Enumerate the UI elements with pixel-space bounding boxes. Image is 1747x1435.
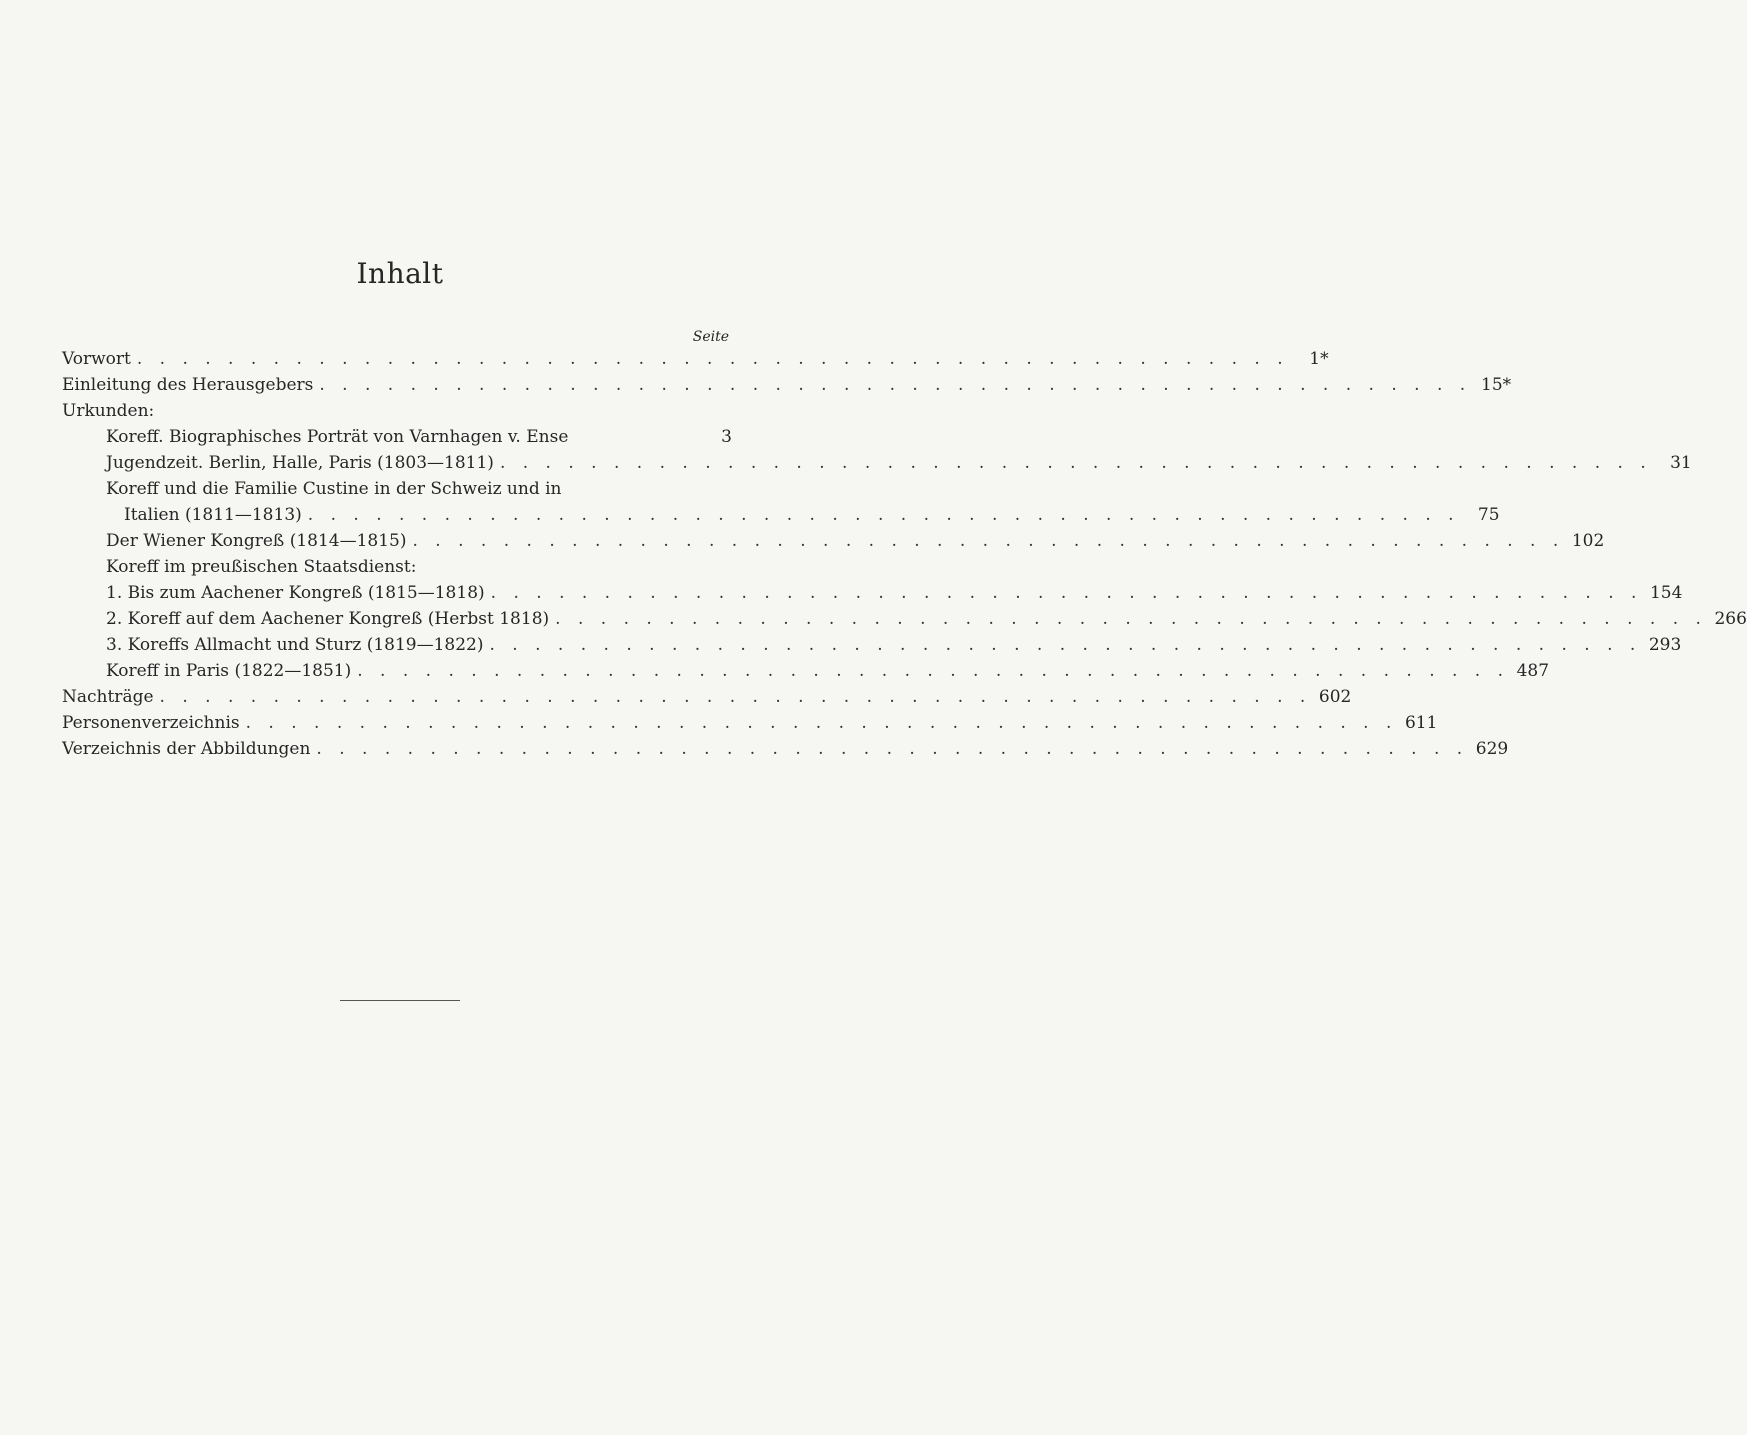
toc-entry-page: 293	[1648, 635, 1682, 655]
toc-entry-label: Vorwort	[62, 349, 131, 369]
toc-entry[interactable]	[62, 528, 1605, 554]
dot-leader: . . . . . . . . . . . . . . . . . . . . . . . . . . . . . . . . . . . . . . . . . . . . . . . . . . .	[412, 531, 1565, 551]
dot-leader: . . . . . . . . . . . . . . . . . . . . . . . . . . . . . . . . . . . . . . . . . . . . . . . . . . .	[316, 739, 1469, 759]
dot-leader: . . . . . . . . . . . . . . . . . . . . . . . . . . . . . . . . . . . . . . . . . . . . . . . . . . .	[489, 635, 1642, 655]
toc-entry[interactable]	[62, 346, 1329, 372]
toc-entry-page: 602	[1318, 687, 1352, 707]
toc-entry-label: Koreff und die Familie Custine in der Schweiz und in	[106, 479, 562, 499]
toc-entry-page: 629	[1475, 739, 1509, 759]
dot-leader: . . . . . . . . . . . . . . . . . . . . . . . . . . . . . . . . . . . . . . . . . . . . . . . . . . .	[555, 609, 1707, 629]
toc-entry-page: 154	[1649, 583, 1683, 603]
toc-entry[interactable]	[62, 424, 732, 450]
dot-leader: . . . . . . . . . . . . . . . . . . . . . . . . . . . . . . . . . . . . . . . . . . . . . . . . . . .	[307, 505, 1460, 525]
toc-entry-continuation[interactable]	[62, 502, 1500, 528]
toc-entry-label: Koreff in Paris (1822—1851)	[106, 661, 352, 681]
toc-entry[interactable]	[62, 580, 1683, 606]
toc-entry[interactable]	[62, 710, 1438, 736]
toc-entry-label: 2. Koreff auf dem Aachener Kongreß (Herbst 1818)	[106, 609, 550, 629]
toc-entry-label: Koreff im preußischen Staatsdienst:	[106, 557, 417, 577]
toc-entry[interactable]	[62, 736, 1509, 762]
toc-entry-label: Jugendzeit. Berlin, Halle, Paris (1803—1811)	[106, 453, 494, 473]
toc-entry[interactable]	[62, 450, 1692, 476]
toc-entry[interactable]	[62, 476, 732, 502]
table-of-contents	[62, 346, 1747, 762]
toc-entry[interactable]	[62, 606, 1747, 632]
toc-entry-label: Verzeichnis der Abbildungen	[62, 739, 311, 759]
dot-leader: . . . . . . . . . . . . . . . . . . . . . . . . . . . . . . . . . . . . . . . . . . . . . . . . . . .	[319, 375, 1472, 395]
toc-entry-label: Urkunden:	[62, 401, 155, 421]
toc-entry-page: 1*	[1309, 349, 1329, 369]
toc-subsection-heading	[62, 554, 732, 580]
dot-leader: . . . . . . . . . . . . . . . . . . . . . . . . . . . . . . . . . . . . . . . . . . . . . . . . . . .	[159, 687, 1312, 707]
toc-entry-page: 487	[1516, 661, 1550, 681]
toc-entry[interactable]	[62, 684, 1352, 710]
toc-entry-page: 266	[1714, 609, 1747, 629]
toc-entry-label: Italien (1811—1813)	[124, 505, 302, 525]
dot-leader: . . . . . . . . . . . . . . . . . . . . . . . . . . . . . . . . . . . . . . . . . . . . . . . . . . .	[245, 713, 1398, 733]
toc-entry-page: 3	[721, 427, 732, 447]
dot-leader: . . . . . . . . . . . . . . . . . . . . . . . . . . . . . . . . . . . . . . . . . . . . . . . . . . .	[136, 349, 1289, 369]
toc-entry-label: Koreff. Biographisches Porträt von Varnhagen v. Ense	[106, 427, 569, 447]
dot-leader: . . . . . . . . . . . . . . . . . . . . . . . . . . . . . . . . . . . . . . . . . . . . . . . . . . .	[490, 583, 1643, 603]
toc-entry[interactable]	[62, 372, 1512, 398]
dot-leader: . . . . . . . . . . . . . . . . . . . . . . . . . . . . . . . . . . . . . . . . . . . . . . . . . . .	[357, 661, 1510, 681]
toc-entry-page: 75	[1477, 505, 1500, 525]
toc-entry-label: 3. Koreffs Allmacht und Sturz (1819—1822)	[106, 635, 484, 655]
toc-entry-label: 1. Bis zum Aachener Kongreß (1815—1818)	[106, 583, 485, 603]
toc-entry-page: 15*	[1481, 375, 1512, 395]
toc-section-heading	[62, 398, 732, 424]
toc-entry-page: 611	[1404, 713, 1438, 733]
toc-entry-page: 102	[1571, 531, 1605, 551]
dot-leader: . . . . . . . . . . . . . . . . . . . . . . . . . . . . . . . . . . . . . . . . . . . . . . . . . . .	[499, 453, 1652, 473]
toc-entry[interactable]	[62, 658, 1550, 684]
toc-entry-label: Der Wiener Kongreß (1814—1815)	[106, 531, 407, 551]
closing-rule	[340, 1000, 460, 1001]
toc-entry-page: 31	[1670, 453, 1692, 473]
page-column-header: Seite	[692, 329, 729, 345]
page-title: Inhalt	[356, 257, 444, 290]
toc-entry[interactable]	[62, 632, 1682, 658]
toc-entry-label: Einleitung des Herausgebers	[62, 375, 314, 395]
toc-entry-label: Personenverzeichnis	[62, 713, 240, 733]
toc-entry-label: Nachträge	[62, 687, 154, 707]
